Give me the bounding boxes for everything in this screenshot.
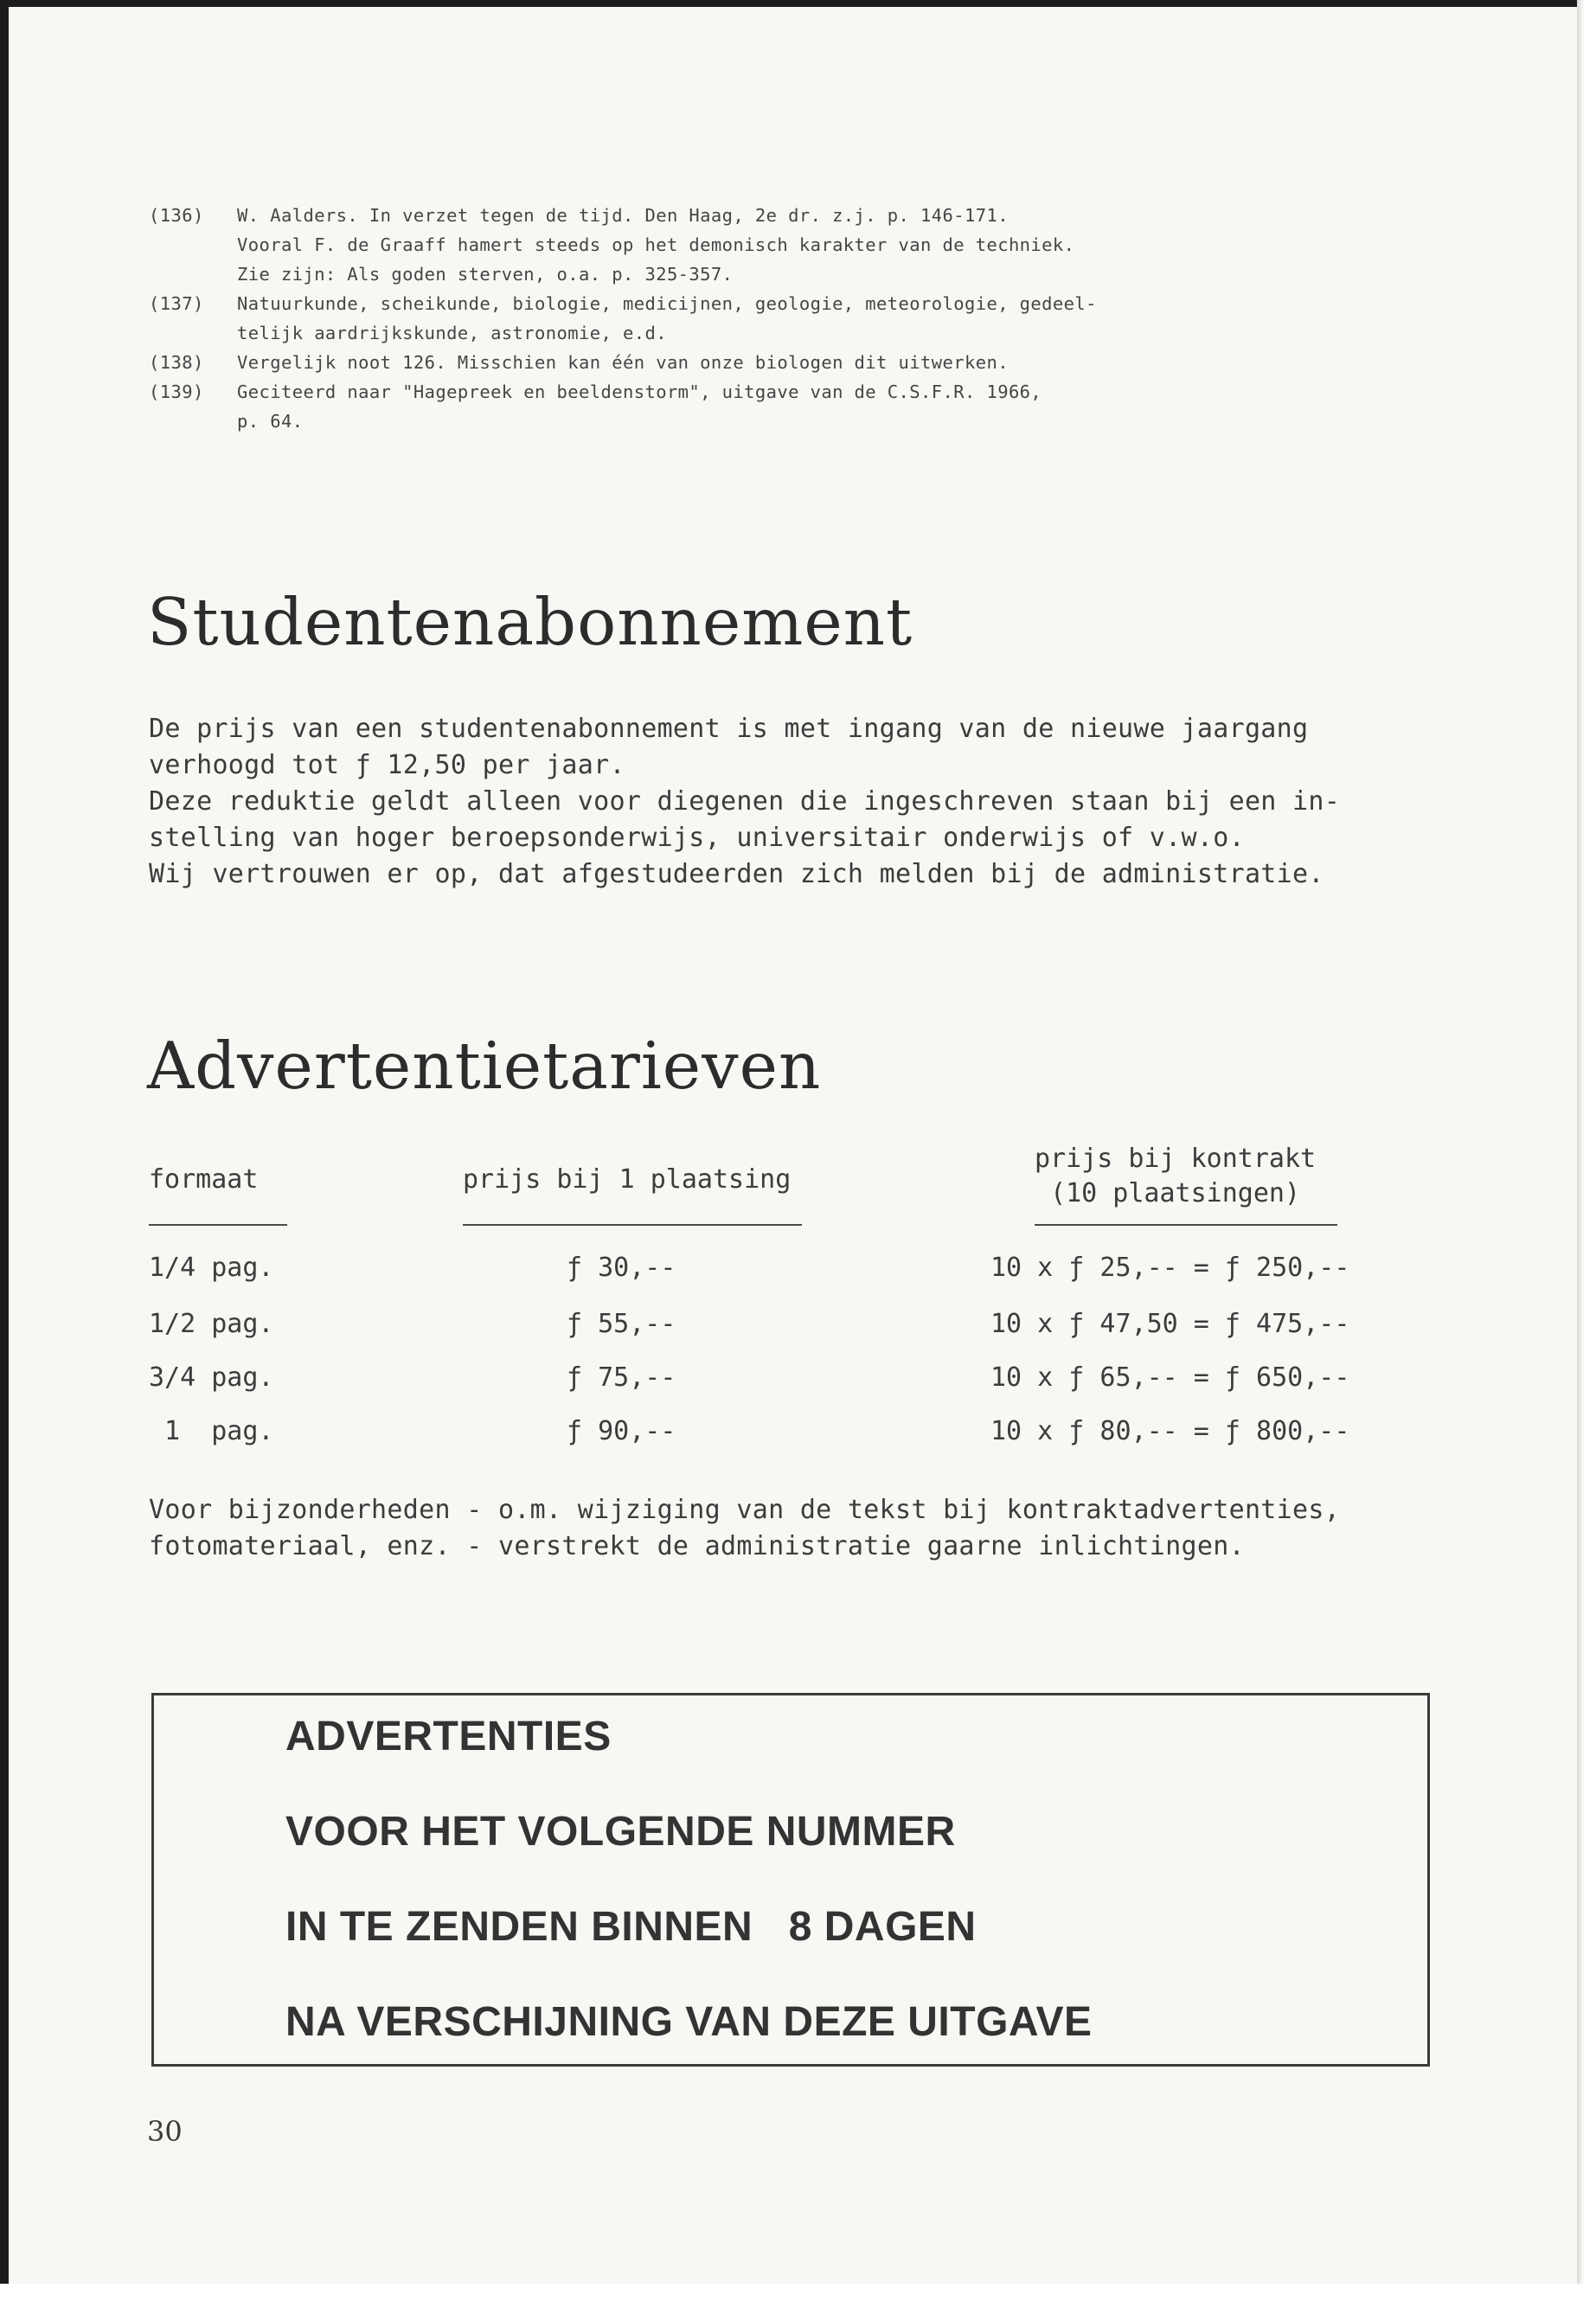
page-edge-bottom: [0, 2284, 1596, 2301]
notice-line: VOOR HET VOLGENDE NUMMER: [285, 1809, 956, 1855]
details-paragraph: [149, 1492, 1446, 1565]
paragraph-line: Voor bijzonderheden - o.m. wijziging van de tekst bij kontraktadvertenties,: [149, 1495, 1341, 1525]
footnote-number: (137): [149, 293, 204, 314]
footnote-number: (138): [149, 352, 204, 373]
table-row: [0, 1362, 1557, 1414]
section-title-student: Studentenabonnement: [147, 584, 913, 660]
footnote-line: Geciteerd naar "Hagepreek en beeldenstorm", uitgave van de C.S.F.R. 1966,: [237, 381, 1042, 402]
column-header-contract-line1: prijs bij kontrakt: [1035, 1144, 1317, 1174]
cell-single: ƒ 90,--: [567, 1416, 676, 1446]
footnote-number: (136): [149, 205, 204, 226]
notice-line: IN TE ZENDEN BINNEN 8 DAGEN: [285, 1904, 977, 1950]
footnotes: [149, 201, 1429, 436]
footnote-line: W. Aalders. In verzet tegen de tijd. Den Haag, 2e dr. z.j. p. 146-171.: [237, 205, 1009, 226]
cell-single: ƒ 55,--: [567, 1309, 676, 1339]
footnote-line: Vergelijk noot 126. Misschien kan één van onze biologen dit uitwerken.: [237, 352, 1009, 373]
paragraph-line: fotomateriaal, enz. - verstrekt de administratie gaarne inlichtingen.: [149, 1531, 1245, 1561]
notice-line: ADVERTENTIES: [285, 1714, 612, 1759]
cell-format: 1 pag.: [149, 1416, 274, 1446]
paragraph-line: stelling van hoger beroepsonderwijs, universitair onderwijs of v.w.o.: [149, 823, 1245, 853]
table-row: [0, 1416, 1557, 1468]
column-header-contract: [1035, 1142, 1316, 1211]
footnote-138: [149, 348, 1429, 377]
student-paragraph: [149, 711, 1446, 893]
paragraph-line: verhoogd tot ƒ 12,50 per jaar.: [149, 750, 625, 780]
paragraph-line: De prijs van een studentenabonnement is met ingang van de nieuwe jaargang: [149, 714, 1309, 744]
footnote-line: Natuurkunde, scheikunde, biologie, medicijnen, geologie, meteorologie, gedeel-: [237, 293, 1097, 314]
cell-format: 3/4 pag.: [149, 1362, 274, 1393]
section-title-advert: Advertentietarieven: [147, 1028, 822, 1104]
column-header-contract-line2: (10 plaatsingen): [1050, 1178, 1301, 1208]
paragraph-line: Deze reduktie geldt alleen voor diegenen die ingeschreven staan bij een in-: [149, 786, 1341, 817]
header-rule: [463, 1224, 802, 1226]
cell-contract: 10 x ƒ 65,-- = ƒ 650,--: [990, 1362, 1350, 1393]
header-rule: [1035, 1224, 1337, 1226]
notice-line: NA VERSCHIJNING VAN DEZE UITGAVE: [285, 1999, 1093, 2045]
footnote-139: [149, 377, 1429, 436]
cell-format: 1/2 pag.: [149, 1309, 274, 1339]
footnote-137: [149, 289, 1429, 348]
page-number: 30: [147, 2115, 183, 2148]
cell-contract: 10 x ƒ 47,50 = ƒ 475,--: [990, 1309, 1350, 1339]
cell-single: ƒ 30,--: [567, 1253, 676, 1283]
footnote-line: Zie zijn: Als goden sterven, o.a. p. 325-357.: [237, 264, 734, 285]
footnote-line: p. 64.: [237, 411, 304, 432]
notice-box: [151, 1693, 1430, 2067]
column-header-single: prijs bij 1 plaatsing: [463, 1164, 792, 1195]
footnote-line: telijk aardrijkskunde, astronomie, e.d.: [237, 323, 667, 343]
cell-single: ƒ 75,--: [567, 1362, 676, 1393]
table-row: [0, 1253, 1557, 1304]
footnote-line: Vooral F. de Graaff hamert steeds op het demonisch karakter van de techniek.: [237, 234, 1075, 255]
footnote-number: (139): [149, 381, 204, 402]
cell-format: 1/4 pag.: [149, 1253, 274, 1283]
paragraph-line: Wij vertrouwen er op, dat afgestudeerden zich melden bij de administratie.: [149, 859, 1324, 889]
footnote-136: [149, 201, 1429, 289]
cell-contract: 10 x ƒ 25,-- = ƒ 250,--: [990, 1253, 1350, 1283]
cell-contract: 10 x ƒ 80,-- = ƒ 800,--: [990, 1416, 1350, 1446]
column-header-format: formaat: [149, 1164, 259, 1195]
page-edge: [1577, 0, 1596, 2301]
header-rule: [149, 1224, 287, 1226]
table-row: [0, 1309, 1557, 1361]
